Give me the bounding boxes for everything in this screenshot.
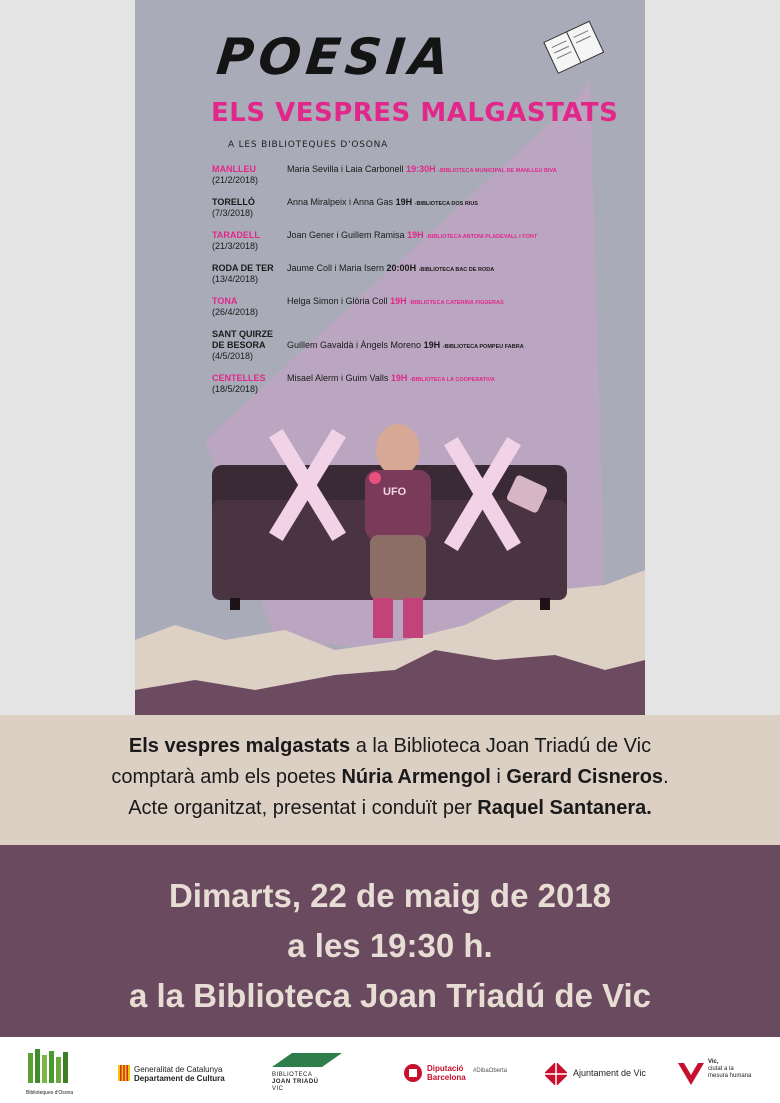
series-name: Els vespres malgastats — [128, 735, 351, 757]
poet-names: Misael Alerm i Guim Valls — [287, 373, 389, 383]
info-line-2 — [0, 762, 780, 793]
sofa-leg — [540, 598, 550, 610]
schedule-row — [212, 329, 542, 373]
poet-name: Núria Armengol — [341, 766, 491, 788]
library-name: -BIBLIOTECA DOS RIUS — [414, 201, 478, 207]
vic-line-3: mesura humana — [708, 1073, 752, 1079]
schedule-town — [212, 230, 278, 252]
poet-names: Anna Miralpeix i Anna Gas — [287, 197, 394, 207]
schedule-poets — [287, 230, 537, 243]
schedule-row — [212, 197, 542, 230]
presenter-name: Raquel Santanera. — [477, 797, 652, 819]
poet-names: Guillem Gavaldà i Àngels Moreno — [287, 340, 422, 350]
schedule-hour: 19H — [407, 230, 424, 240]
schedule-row — [212, 296, 542, 329]
person-legs — [370, 535, 426, 600]
schedule-hour: 19H — [390, 373, 408, 383]
schedule-row — [212, 263, 542, 296]
library-name: -BIBLIOTECA MUNICIPAL DE MANLLEU BIVA — [438, 168, 557, 174]
library-name: -BIBLIOTECA ANTONI PLADEVALL I FONT — [426, 234, 538, 240]
schedule-town — [212, 296, 278, 318]
library-name: -BIBLIOTECA BAC DE RODA — [418, 267, 495, 273]
schedule-hour: 19H — [390, 296, 407, 306]
vic-shield-icon — [545, 1063, 567, 1085]
schedule-date: (18/5/2018) — [212, 384, 259, 394]
schedule-town — [212, 329, 278, 362]
library-name: -BIBLIOTECA POMPEU FABRA — [442, 344, 524, 350]
diba-icon — [403, 1063, 423, 1083]
schedule-date: (21/3/2018) — [212, 241, 259, 251]
schedule-date: (13/4/2018) — [212, 274, 259, 284]
schedule-hour: 19H — [423, 340, 441, 350]
event-description — [0, 731, 780, 824]
poet-names: Helga Simon i Glòria Coll — [287, 296, 388, 306]
osona-logo — [26, 1049, 74, 1096]
triadu-line-1: BIBLIOTECA — [272, 1072, 313, 1078]
town-name: RODA DE TER — [212, 263, 274, 273]
heart-v-icon — [676, 1059, 706, 1087]
schedule-row — [212, 164, 557, 197]
event-date: Dimarts, 22 de maig de 2018 — [168, 877, 612, 914]
schedule-hour: 19:30H — [406, 164, 436, 174]
info-line-2-text: comptarà amb els poetes — [111, 766, 342, 788]
book-icon — [544, 21, 604, 73]
triadu-line-2: JOAN TRIADÚ — [272, 1079, 319, 1085]
event-time: a les 19:30 h. — [287, 927, 493, 964]
info-line-1 — [0, 731, 780, 762]
schedule-poets — [287, 197, 478, 210]
shirt-text: UFO — [383, 486, 407, 498]
event-place: a la Biblioteca Joan Triadú de Vic — [128, 977, 652, 1014]
books-icon — [26, 1049, 74, 1085]
diba-line-1: Diputació — [427, 1064, 464, 1073]
schedule-poets — [287, 296, 504, 309]
schedule-row — [212, 373, 542, 406]
info-line-1-text: a la Biblioteca Joan Triadú de Vic — [350, 735, 652, 757]
town-name: SANT QUIRZE DE BESORA — [212, 329, 274, 350]
osona-label: Biblioteques d'Osona — [26, 1090, 74, 1096]
senyera-icon — [118, 1065, 130, 1081]
schedule-list — [212, 164, 557, 406]
schedule-row — [212, 230, 542, 263]
triadu-mark-icon — [272, 1053, 342, 1067]
info-period: . — [663, 766, 669, 788]
person-sock — [403, 598, 423, 638]
info-line-3-text: Acte organitzat, presentat i conduït per — [128, 797, 478, 819]
diba-hashtag: #DibaOberta — [473, 1068, 508, 1074]
info-connector: i — [490, 766, 507, 788]
poet-names: Joan Gener i Guillem Ramisa — [287, 230, 405, 240]
poster-tagline: A LES BIBLIOTEQUES D'OSONA — [228, 140, 389, 150]
schedule-town — [212, 197, 278, 219]
town-name: TONA — [212, 296, 238, 306]
schedule-town — [212, 263, 278, 285]
person-head — [376, 424, 420, 476]
triadu-logo — [272, 1053, 342, 1093]
poster-subtitle: ELS VESPRES MALGASTATS — [211, 98, 619, 128]
library-name: -BIBLIOTECA CATERINA FIGUERAS — [409, 300, 504, 306]
schedule-town — [212, 164, 278, 186]
triadu-line-3: VIC — [272, 1086, 284, 1092]
schedule-date: (7/3/2018) — [212, 208, 254, 218]
poster-title: POESIA — [213, 28, 457, 86]
poet-names: Maria Sevilla i Laia Carbonell — [287, 164, 404, 174]
town-name: TORELLÓ — [212, 197, 255, 207]
schedule-date: (4/5/2018) — [212, 351, 254, 361]
town-name: MANLLEU — [212, 164, 256, 174]
schedule-date: (26/4/2018) — [212, 307, 259, 317]
schedule-hour: 20:00H — [386, 263, 417, 273]
vic-line-1: Vic, — [708, 1059, 719, 1065]
poet-name: Gerard Cisneros — [506, 766, 664, 788]
town-name: CENTELLES — [212, 373, 266, 383]
schedule-town — [212, 373, 278, 395]
ajuntament-name: Ajuntament de Vic — [573, 1068, 646, 1078]
sofa-leg — [230, 598, 240, 610]
schedule-poets — [287, 340, 524, 353]
person-sock — [373, 598, 393, 638]
schedule-poets — [287, 263, 494, 276]
phone-receiver — [369, 472, 381, 484]
gencat-department: Departament de Cultura — [134, 1074, 225, 1083]
library-name: -BIBLIOTECA LA COOPERATIVA — [409, 377, 495, 383]
schedule-poets — [287, 373, 495, 386]
vic-line-2: ciutat a la — [708, 1066, 734, 1072]
poetry-poster — [135, 0, 645, 715]
event-details — [0, 871, 780, 1021]
diba-line-2: Barcelona — [427, 1073, 466, 1082]
schedule-hour: 19H — [395, 197, 413, 207]
poet-names: Jaume Coll i Maria Isern — [287, 263, 385, 273]
schedule-poets — [287, 164, 557, 177]
info-line-3 — [0, 793, 780, 824]
town-name: TARADELL — [212, 230, 260, 240]
gencat-name: Generalitat de Catalunya — [134, 1065, 223, 1074]
sponsor-logos — [0, 1037, 780, 1103]
schedule-date: (21/2/2018) — [212, 175, 259, 185]
